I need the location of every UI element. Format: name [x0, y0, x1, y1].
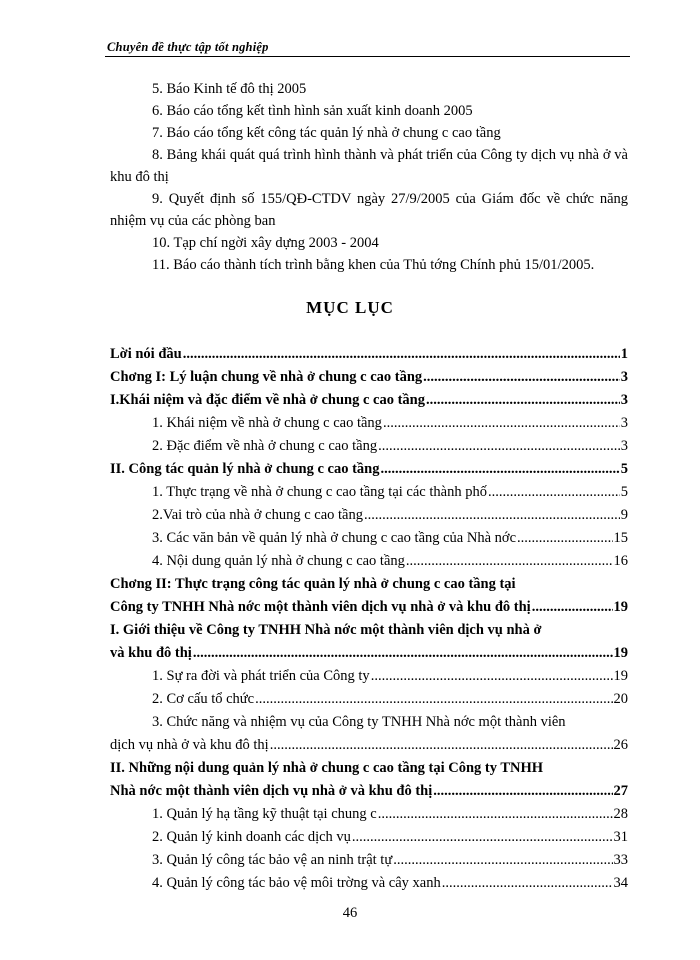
toc-entry[interactable]: 3. Quản lý công tác bảo vệ an ninh trật tự ..... 33: [110, 852, 628, 875]
toc-entry[interactable]: dịch vụ nhà ở và khu đô thị ..... 26: [110, 737, 628, 760]
toc-entry-line1[interactable]: I. Giới thiệu về Công ty TNHH Nhà nớc một thành viên dịch vụ nhà ở: [110, 622, 542, 638]
reference-item: 9. Quyết định số 155/QĐ-CTDV ngày 27/9/2005 của Giám đốc về chức năng nhiệm vụ của các phòng ban: [110, 191, 628, 229]
toc-entry[interactable]: 1. Quản lý hạ tầng kỹ thuật tại chung c ..... 28: [110, 806, 628, 829]
toc-entry[interactable]: Lời nói đầu ..... 1: [110, 346, 628, 369]
page-number: 46: [342, 905, 358, 921]
toc-entry[interactable]: Công ty TNHH Nhà nớc một thành viên dịch vụ nhà ở và khu đô thị ..... 19: [110, 599, 628, 622]
toc-entry[interactable]: 4. Nội dung quản lý nhà ở chung c cao tầng ..... 16: [110, 553, 628, 576]
toc-entry[interactable]: 1. Sự ra đời và phát triển của Công ty ..... 19: [110, 668, 628, 691]
toc-entry[interactable]: 1. Thực trạng về nhà ở chung c cao tầng tại các thành phố ..... 5: [110, 484, 628, 507]
reference-item: 8. Bảng khái quát quá trình hình thành và phát triển của Công ty dịch vụ nhà ở và khu đô thị: [110, 147, 628, 185]
toc-entry-line1[interactable]: Chơng II: Thực trạng công tác quản lý nhà ở chung c cao tầng tại: [110, 576, 516, 592]
reference-item: 7. Báo cáo tổng kết công tác quản lý nhà ở chung c cao tầng: [152, 125, 501, 141]
toc-entry-line1[interactable]: 3. Chức năng và nhiệm vụ của Công ty TNHH Nhà nớc một thành viên: [152, 714, 566, 730]
toc-entry[interactable]: 1. Khái niệm về nhà ở chung c cao tầng ..... 3: [110, 415, 628, 438]
toc-entry[interactable]: 3. Các văn bản về quản lý nhà ở chung c cao tầng của Nhà nớc ..... 15: [110, 530, 628, 553]
reference-item: 10. Tạp chí ngời xây dựng 2003 - 2004: [152, 235, 379, 251]
toc-entry[interactable]: II. Công tác quản lý nhà ở chung c cao tầng ..... 5: [110, 461, 628, 484]
toc-entry[interactable]: I.Khái niệm và đặc điểm về nhà ở chung c cao tầng ..... 3: [110, 392, 628, 415]
reference-item: 5. Báo Kinh tế đô thị 2005: [152, 81, 307, 97]
toc-title: MỤC LỤC: [306, 298, 394, 317]
reference-item: 11. Báo cáo thành tích trình bằng khen của Thủ tớng Chính phủ 15/01/2005.: [152, 257, 595, 273]
toc-entry[interactable]: 2. Cơ cấu tổ chức ..... 20: [110, 691, 628, 714]
toc-entry[interactable]: Nhà nớc một thành viên dịch vụ nhà ở và khu đô thị ..... 27: [110, 783, 628, 806]
reference-item: 6. Báo cáo tổng kết tình hình sản xuất kinh doanh 2005: [152, 103, 473, 119]
toc-entry[interactable]: Chơng I: Lý luận chung về nhà ở chung c cao tầng ..... 3: [110, 369, 628, 392]
references-list: [110, 78, 628, 276]
table-of-contents: [110, 346, 628, 898]
toc-entry[interactable]: 2.Vai trò của nhà ở chung c cao tầng ..... 9: [110, 507, 628, 530]
toc-entry[interactable]: và khu đô thị ..... 19: [110, 645, 628, 668]
toc-entry-line1[interactable]: II. Những nội dung quản lý nhà ở chung c cao tầng tại Công ty TNHH: [110, 760, 544, 776]
toc-entry[interactable]: 4. Quản lý công tác bảo vệ môi trờng và cây xanh ..... 34: [110, 875, 628, 898]
header-rule: [105, 56, 630, 57]
toc-entry[interactable]: 2. Đặc điểm về nhà ở chung c cao tầng ..... 3: [110, 438, 628, 461]
running-header: Chuyên đề thực tập tốt nghiệp: [107, 40, 269, 54]
toc-entry[interactable]: 2. Quản lý kinh doanh các dịch vụ ..... 31: [110, 829, 628, 852]
